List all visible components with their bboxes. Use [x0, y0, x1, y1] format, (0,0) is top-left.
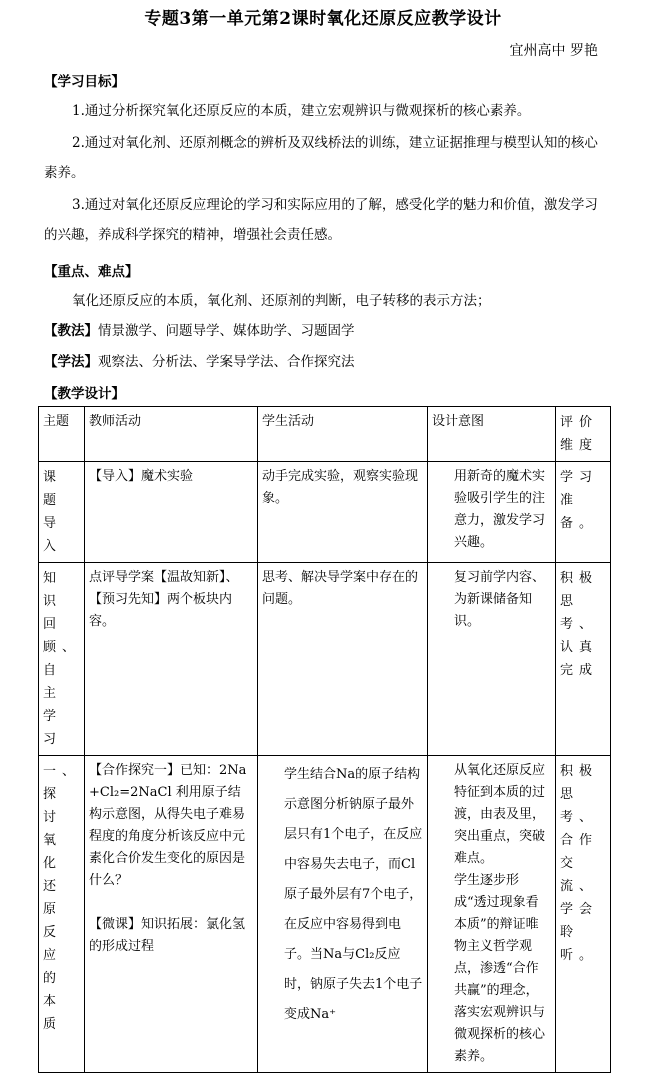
objective-2: 2.通过对氧化剂、还原剂概念的辨析及双线桥法的训练，建立证据推理与模型认知的核心素养。 — [44, 135, 598, 181]
author-line: 宜州高中 罗艳 — [509, 43, 598, 59]
row-topic: 一、探讨氧化还原反应的本质 — [39, 756, 85, 1073]
header-eval: 评价维度 — [556, 407, 611, 462]
key-heading: 【重点、难点】 — [44, 264, 139, 280]
row-intent: 用新奇的魔术实验吸引学生的注意力，激发学习兴趣。 — [428, 462, 556, 563]
row-student: 动手完成实验，观察实验现象。 — [258, 462, 428, 563]
header-intent: 设计意图 — [428, 407, 556, 462]
row-topic: 知识回顾、自主学习 — [39, 563, 85, 756]
row-intent — [428, 756, 556, 1073]
row-student: 思考、解决导学案中存在的问题。 — [258, 563, 428, 756]
row-intent: 复习前学内容、为新课储备知识。 — [428, 563, 556, 756]
row-teacher: 【导入】魔术实验 — [85, 462, 258, 563]
row-intent-part1: 从氧化还原反应特征到本质的过渡，由表及里，突出重点，突破难点。 — [454, 763, 546, 866]
row-eval: 学习准备。 — [556, 462, 611, 563]
row-teacher — [85, 756, 258, 1073]
objective-3: 3.通过对氧化还原反应理论的学习和实际应用的了解，感受化学的魅力和价值，激发学习的兴趣，养成科学探究的精神，增强社会责任感。 — [44, 197, 598, 243]
row-teacher-part1: 【合作探究一】已知：2Na+Cl₂=2NaCl 利用原子结构示意图，从得失电子难易程度的角度分析该反应中元素化合价发生变化的原因是什么？ — [89, 763, 247, 888]
row-eval: 积极思考、合作交流、学会聆听。 — [556, 756, 611, 1073]
design-heading: 【教学设计】 — [44, 386, 125, 402]
row-eval: 积极思考、认真完成 — [556, 563, 611, 756]
header-topic: 主题 — [39, 407, 85, 462]
table-row — [39, 462, 611, 563]
row-student: 学生结合Na的原子结构示意图分析钠原子最外层只有1个电子，在反应中容易失去电子，而Cl原子最外层有7个电子，在反应中容易得到电子。当Na与Cl₂反应时，钠原子失去1个电子变成Na⁺ — [258, 756, 428, 1073]
objectives-heading: 【学习目标】 — [44, 74, 125, 90]
header-teacher: 教师活动 — [85, 407, 258, 462]
key-text: 氧化还原反应的本质，氧化剂、还原剂的判断，电子转移的表示方法； — [72, 293, 491, 309]
page-title: 专题3第一单元第2课时氧化还原反应教学设计 — [144, 9, 502, 29]
table-row — [39, 563, 611, 756]
objective-1: 1.通过分析探究氧化还原反应的本质，建立宏观辨识与微观探析的核心素养。 — [72, 103, 531, 119]
row-topic: 课题导入 — [39, 462, 85, 563]
row-teacher-part2: 【微课】知识拓展：氯化氢的形成过程 — [89, 917, 246, 954]
design-table — [38, 406, 611, 1073]
table-row — [39, 756, 611, 1073]
row-intent-part2: 学生逐步形成“透过现象看本质”的辩证唯物主义哲学观点，渗透“合作共赢”的理念，落实宏观辨识与微观探析的核心素养。 — [454, 873, 546, 1064]
row-teacher: 点评导学案【温故知新】、【预习先知】两个板块内容。 — [85, 563, 258, 756]
learn-method: 【学法】观察法、分析法、学案导学法、合作探究法 — [44, 354, 355, 370]
table-header-row — [39, 407, 611, 462]
header-student: 学生活动 — [258, 407, 428, 462]
teach-method: 【教法】情景激学、问题导学、媒体助学、习题固学 — [44, 323, 355, 339]
